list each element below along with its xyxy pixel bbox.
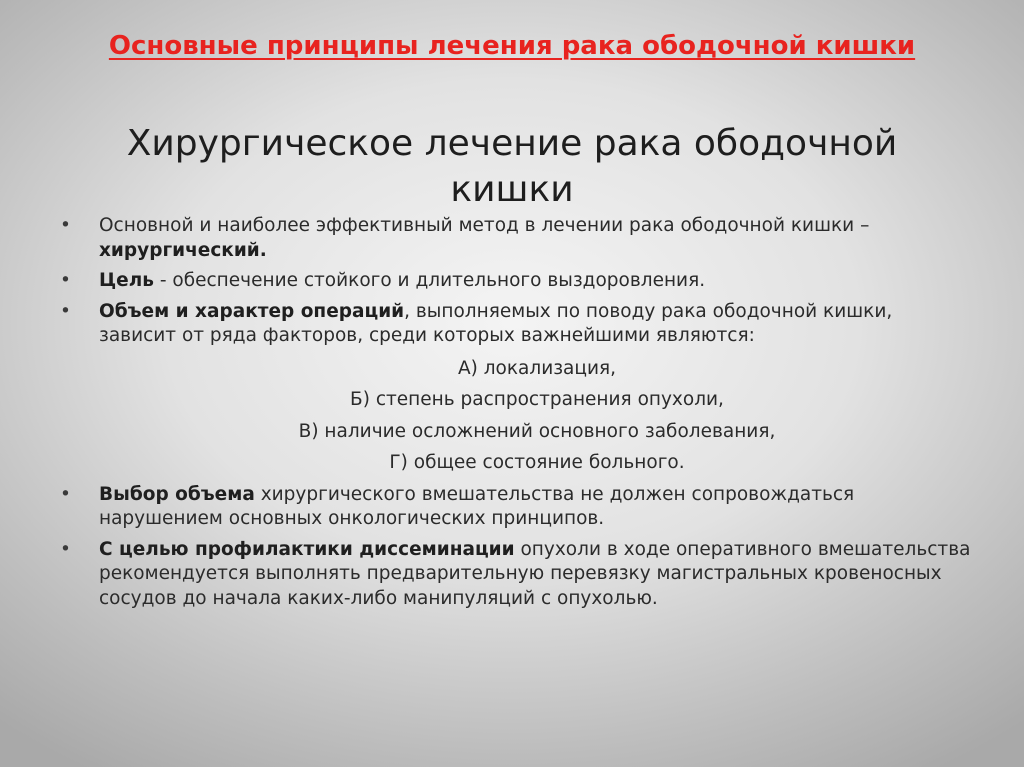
- factor-item-localization: А) локализация,: [457, 357, 617, 379]
- bullet-item-volume-choice: [60, 483, 975, 532]
- bullet-bold-text: Цель: [99, 270, 154, 291]
- bullet-item-goal: [60, 269, 975, 294]
- bullet-text: - обеспечение стойкого и длительного выздоровления.: [153, 270, 706, 291]
- bullet-item-main-method: [60, 214, 975, 263]
- slide-title: Основные принципы лечения рака ободочной кишки: [108, 31, 916, 61]
- bullet-bold-text: Объем и характер операций: [99, 300, 405, 322]
- bullet-text: Основной и наиболее эффективный метод в лечении рака ободочной кишки –: [99, 215, 870, 236]
- factor-item-complications: В) наличие осложнений основного заболевания,: [298, 420, 776, 442]
- bullet-list: [60, 214, 975, 617]
- bullet-text: , выполняемых по поводу рака ободочной кишки, зависит от ряда факторов, среди которых важнейшими являются:: [99, 300, 893, 346]
- bullet-bold-text: хирургический.: [99, 239, 267, 261]
- bullet-text: опухоли в ходе оперативного вмешательства рекомендуется выполнять предварительную перевязку магистральных кровеносных сосудов до начала каких-либо манипуляций с опухолью.: [99, 538, 971, 609]
- slide-subtitle: Хирургическое лечение рака ободочной кишки: [126, 123, 898, 210]
- bullet-text: хирургического вмешательства не должен сопровождаться нарушением основных онкологических принципов.: [99, 483, 855, 529]
- factor-item-general-condition: Г) общее состояние больного.: [389, 452, 685, 473]
- bullet-bold-text: С целью профилактики диссеминации: [99, 538, 515, 560]
- bullet-bold-text: Выбор объема: [99, 483, 255, 505]
- bullet-item-dissemination-prevention: [60, 538, 975, 612]
- factor-item-spread: Б) степень распространения опухоли,: [350, 389, 724, 410]
- bullet-item-operation-scope: [60, 300, 975, 349]
